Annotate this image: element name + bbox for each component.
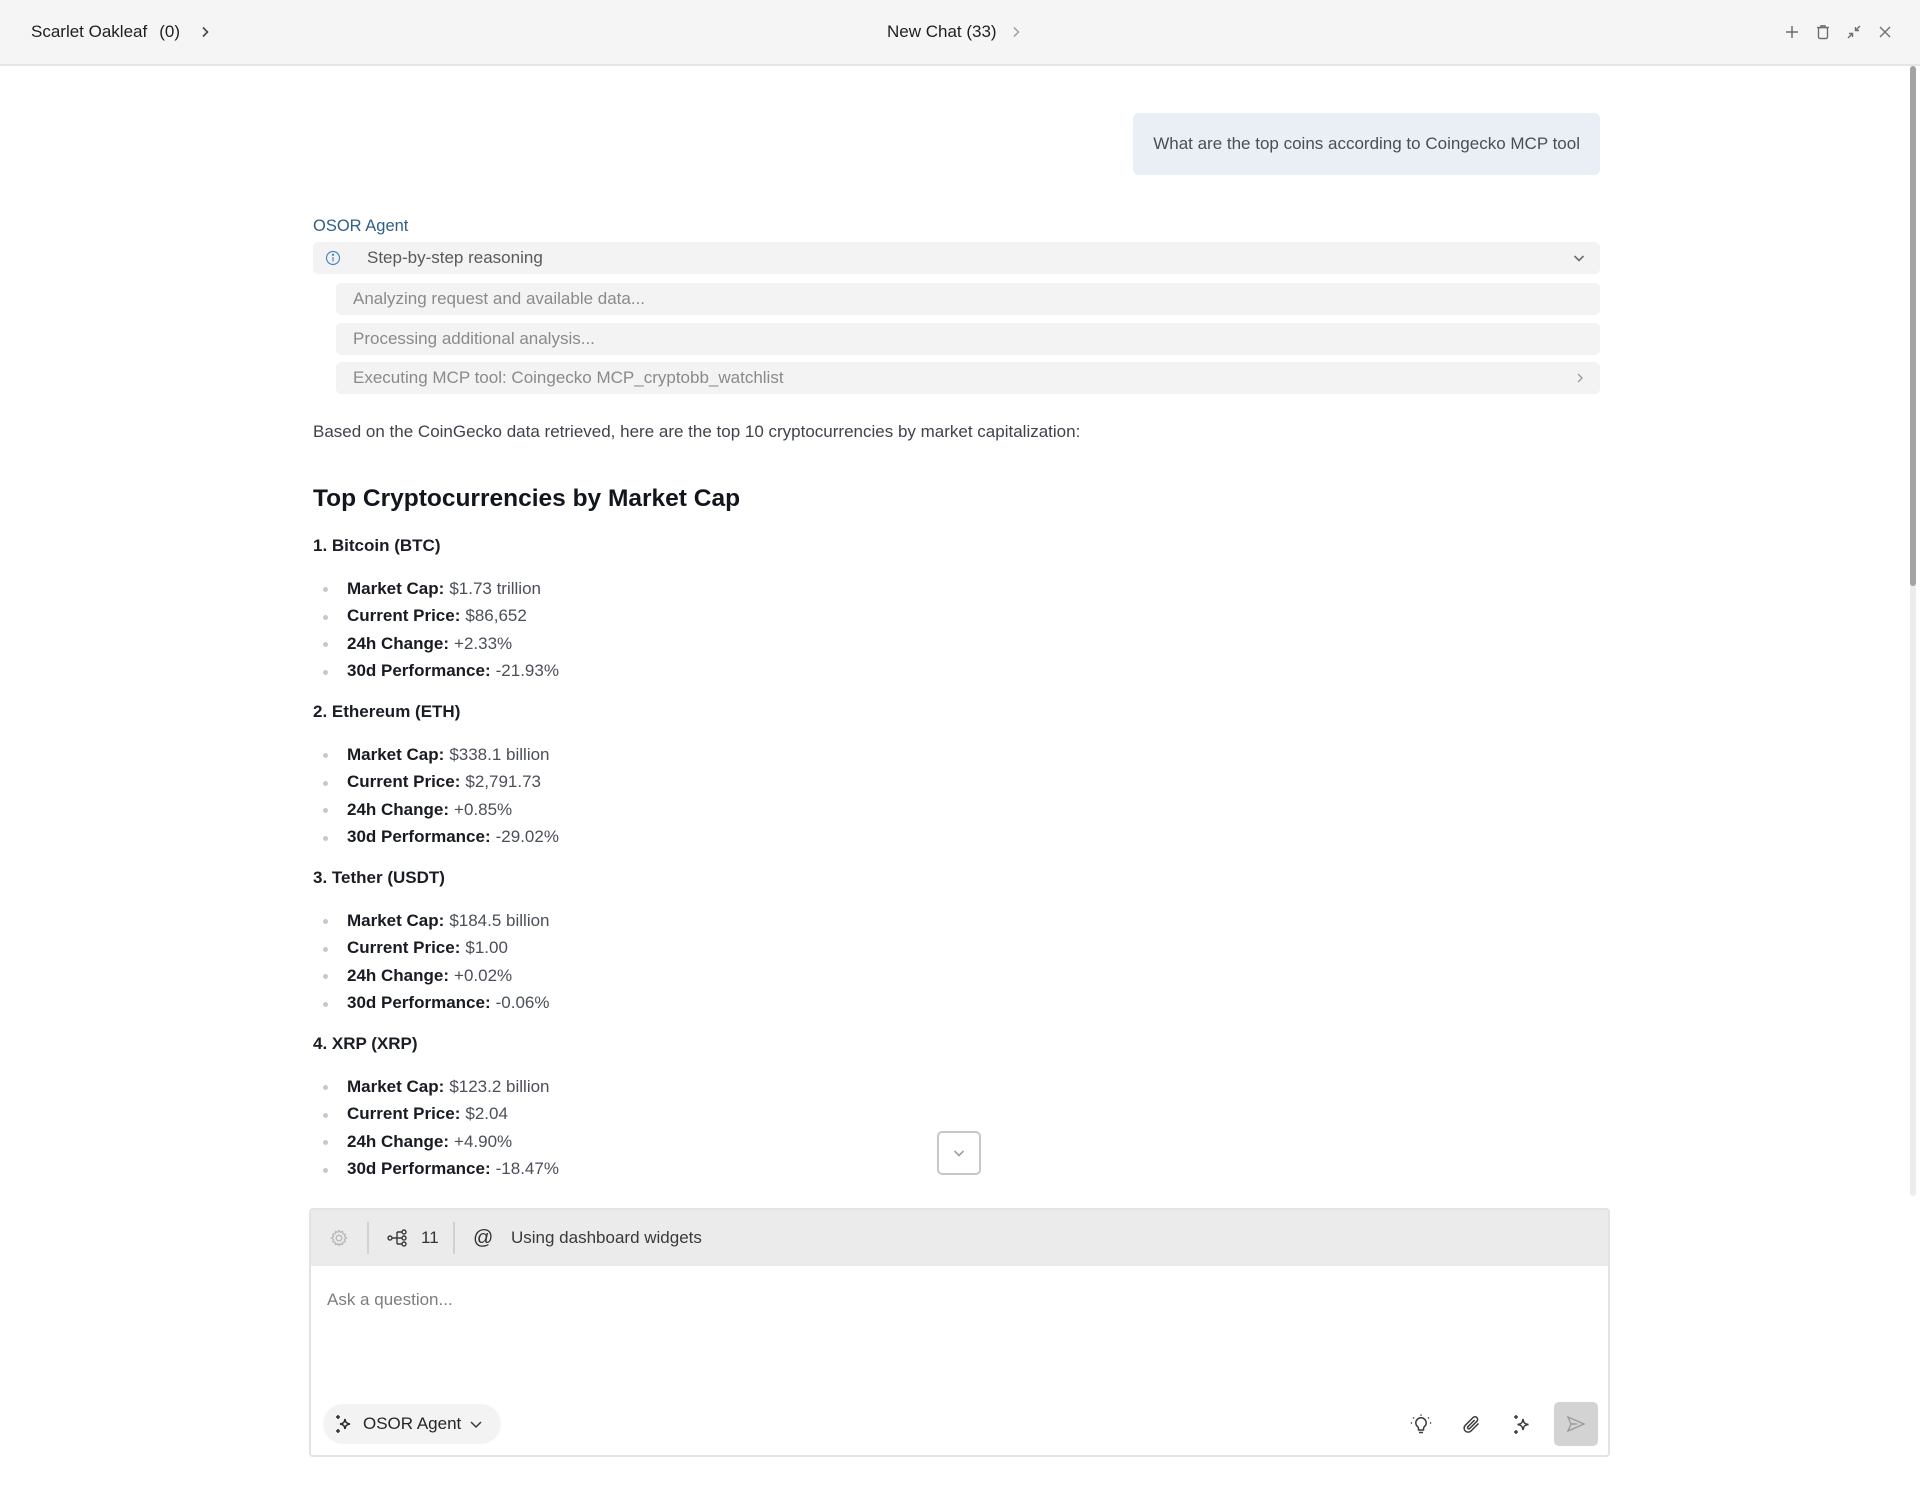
lightbulb-icon[interactable] <box>1409 1413 1433 1437</box>
tools-count[interactable]: 11 <box>421 1228 439 1247</box>
message-composer <box>309 1208 1610 1457</box>
list-item <box>313 658 559 686</box>
list-item <box>313 1073 559 1101</box>
send-icon <box>1565 1413 1587 1435</box>
paperclip-icon[interactable] <box>1460 1413 1484 1437</box>
agent-selector[interactable] <box>323 1404 501 1444</box>
close-icon[interactable] <box>1876 23 1894 41</box>
list-item <box>313 1128 559 1156</box>
context-label[interactable]: Using dashboard widgets <box>511 1228 702 1247</box>
list-item <box>313 824 559 852</box>
workspace-count: (0) <box>159 22 181 41</box>
field-label: Market Cap: <box>347 910 445 930</box>
list-item <box>313 769 559 797</box>
step-text: Executing MCP tool: Coingecko MCP_cryptobb_watchlist <box>353 368 784 387</box>
header-bar <box>0 0 1920 66</box>
chevron-down-icon[interactable] <box>1572 251 1586 265</box>
chevron-down-icon <box>951 1145 967 1161</box>
list-item <box>313 575 559 603</box>
coin-title: 2. Ethereum (ETH) <box>313 702 461 721</box>
field-label: Current Price: <box>347 938 461 958</box>
field-label: Current Price: <box>347 772 461 792</box>
field-label: Market Cap: <box>347 744 445 764</box>
field-value: $2,791.73 <box>465 772 542 792</box>
settings-icon[interactable] <box>329 1228 349 1248</box>
reasoning-label: Step-by-step reasoning <box>367 248 543 267</box>
plus-icon[interactable] <box>1783 23 1801 41</box>
list-item <box>313 741 559 769</box>
collapse-arrows-icon[interactable] <box>1845 23 1863 41</box>
workspace-name: Scarlet Oakleaf <box>31 22 148 41</box>
sparkles-icon[interactable] <box>1510 1413 1534 1437</box>
field-value: $2.04 <box>465 1104 508 1124</box>
field-value: $86,652 <box>465 606 527 626</box>
chat-title: New Chat (33) <box>887 22 997 41</box>
agent-selector-label: OSOR Agent <box>363 1414 462 1433</box>
list-item <box>313 990 550 1018</box>
scrollbar-thumb[interactable] <box>1910 66 1916 586</box>
sparkles-icon <box>333 1413 355 1435</box>
send-button[interactable] <box>1554 1402 1598 1446</box>
coin-title: 4. XRP (XRP) <box>313 1034 418 1053</box>
field-value: +2.33% <box>454 633 513 653</box>
user-message: What are the top coins according to Coingecko MCP tool <box>1133 113 1600 175</box>
toolbar-divider <box>453 1222 455 1254</box>
list-item <box>313 603 559 631</box>
field-value: $123.2 billion <box>449 1076 550 1096</box>
response-heading: Top Cryptocurrencies by Market Cap <box>313 485 741 512</box>
window-actions <box>1783 0 1894 64</box>
list-item <box>313 1101 559 1129</box>
reasoning-step <box>336 283 1600 315</box>
field-label: 24h Change: <box>347 965 450 985</box>
info-icon <box>325 250 341 266</box>
toolbar-divider <box>367 1222 369 1254</box>
coin-details <box>313 575 559 685</box>
coin-details <box>313 1073 559 1183</box>
chevron-down-icon <box>469 1417 483 1431</box>
vertical-scrollbar[interactable] <box>1910 66 1916 1196</box>
workspace-breadcrumb[interactable] <box>31 0 212 64</box>
field-label: 30d Performance: <box>347 661 491 681</box>
coin-details <box>313 741 559 851</box>
field-label: 24h Change: <box>347 799 450 819</box>
field-value: -18.47% <box>495 1159 559 1179</box>
list-item <box>313 630 559 658</box>
field-label: Current Price: <box>347 1104 461 1124</box>
field-value: -21.93% <box>495 661 559 681</box>
field-label: Market Cap: <box>347 1076 445 1096</box>
step-text: Processing additional analysis... <box>353 329 595 348</box>
list-item <box>313 907 550 935</box>
chevron-right-icon[interactable] <box>198 25 212 39</box>
field-value: +0.02% <box>454 965 513 985</box>
chat-title-breadcrumb[interactable] <box>887 0 1023 64</box>
tool-tree-icon[interactable] <box>387 1228 409 1248</box>
field-value: $1.00 <box>465 938 508 958</box>
field-value: $1.73 trillion <box>449 578 541 598</box>
question-input[interactable] <box>327 1280 1587 1320</box>
field-value: +0.85% <box>454 799 513 819</box>
coin-details <box>313 907 550 1017</box>
field-value: $184.5 billion <box>449 910 550 930</box>
scroll-to-bottom-button[interactable] <box>937 1131 981 1175</box>
agent-name-label: OSOR Agent <box>313 217 409 235</box>
step-text: Analyzing request and available data... <box>353 289 646 308</box>
field-label: 24h Change: <box>347 633 450 653</box>
field-value: -0.06% <box>495 993 550 1013</box>
field-value: +4.90% <box>454 1131 513 1151</box>
list-item <box>313 962 550 990</box>
reasoning-step <box>336 323 1600 355</box>
composer-toolbar <box>311 1210 1608 1266</box>
field-value: $338.1 billion <box>449 744 550 764</box>
reasoning-step-tool[interactable] <box>336 362 1600 394</box>
field-label: Market Cap: <box>347 578 445 598</box>
coin-title: 3. Tether (USDT) <box>313 868 445 887</box>
coin-title: 1. Bitcoin (BTC) <box>313 536 441 555</box>
reasoning-toggle[interactable] <box>313 242 1600 274</box>
list-item <box>313 1156 559 1184</box>
field-label: 24h Change: <box>347 1131 450 1151</box>
field-value: -29.02% <box>495 827 559 847</box>
response-intro: Based on the CoinGecko data retrieved, here are the top 10 cryptocurrencies by market capitalization: <box>313 422 1081 441</box>
trash-icon[interactable] <box>1814 23 1832 41</box>
field-label: 30d Performance: <box>347 993 491 1013</box>
field-label: Current Price: <box>347 606 461 626</box>
at-mention-icon[interactable]: @ <box>473 1226 494 1249</box>
list-item <box>313 935 550 963</box>
field-label: 30d Performance: <box>347 1159 491 1179</box>
field-label: 30d Performance: <box>347 827 491 847</box>
list-item <box>313 796 559 824</box>
chevron-right-icon[interactable] <box>1574 372 1586 384</box>
chevron-right-icon[interactable] <box>1009 25 1023 39</box>
